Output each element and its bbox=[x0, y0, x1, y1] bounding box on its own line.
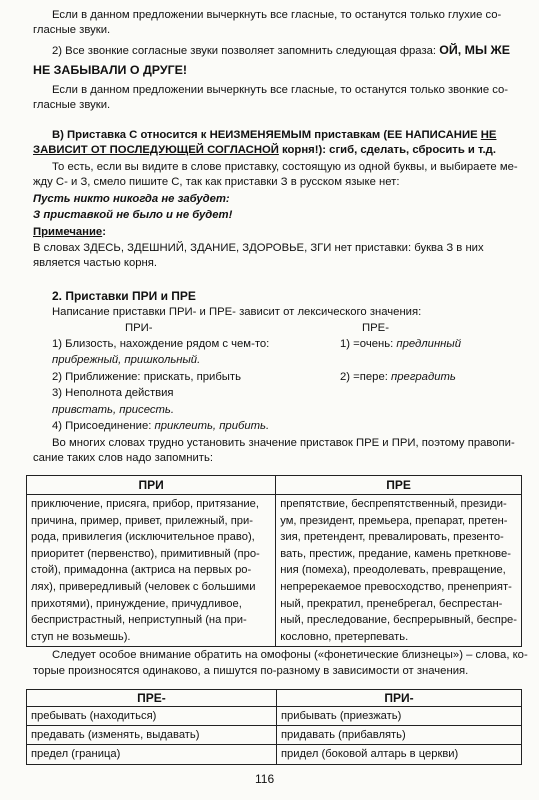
pre-column-heading: ПРЕ- bbox=[362, 322, 389, 334]
homophones-line-2: торые произносятся одинаково, а пишутся по-разному в зависимости от значения. bbox=[33, 665, 469, 677]
pre-meaning-1-example: предлинный bbox=[396, 338, 461, 350]
pri-word-line: стой), примадонна (актриса на первых ро- bbox=[31, 564, 252, 577]
pre-word-line: кословно, претерпевать. bbox=[280, 630, 409, 643]
memo-line-1: Во многих словах трудно установить значение приставок ПРЕ и ПРИ, поэтому правопи- bbox=[52, 437, 515, 449]
pre-homophone-text: пребывать (находиться) bbox=[31, 710, 157, 722]
section-b-para-2: жду С- и З, смело пишите С, так как приставки З в русском языке нет: bbox=[33, 176, 400, 188]
pre-meaning-1 bbox=[340, 337, 461, 351]
section-b-title-rest: корня!): сгиб, сделать, сбросить и т.д. bbox=[278, 144, 496, 156]
pri-word-line: причина, пример, привет, прилежный, при- bbox=[31, 514, 253, 527]
pre-word-line: вать, престиж, предание, камень преткнове- bbox=[280, 547, 511, 560]
table-header-pre: ПРЕ bbox=[276, 476, 522, 495]
table-row bbox=[27, 745, 522, 764]
section-2-title: 2. Приставки ПРИ и ПРЕ bbox=[52, 289, 196, 303]
table-row bbox=[27, 726, 522, 745]
pre-meaning-2-example: преградить bbox=[391, 371, 456, 383]
pre-meaning-1-label: 1) =очень: bbox=[340, 338, 397, 350]
pri-words-cell bbox=[27, 495, 276, 647]
pri-word-line: прихотями), принуждение, причудливое, bbox=[31, 597, 242, 610]
table-header-pri: ПРИ bbox=[27, 476, 276, 495]
pri-word-line: приключение, присяга, прибор, притязание, bbox=[31, 498, 260, 510]
intro-line-1: Если в данном предложении вычеркнуть все гласные, то останутся только глухие со- bbox=[52, 9, 502, 21]
pre-meaning-2 bbox=[340, 370, 456, 384]
table-header-pri: ПРИ- bbox=[277, 690, 522, 707]
page-number: 116 bbox=[255, 772, 275, 786]
pri-meaning-1: 1) Близость, нахождение рядом с чем-то: bbox=[52, 338, 270, 350]
note-label bbox=[33, 225, 106, 239]
pri-word-line: лях), привередливый (человек с большими bbox=[31, 580, 256, 593]
section-b-title-underlined-2: ЗАВИСИТ ОТ ПОСЛЕДУЮЩЕЙ СОГЛАСНОЙ bbox=[33, 144, 279, 156]
pri-homophone-cell bbox=[277, 726, 522, 745]
note-label-text: Примечание bbox=[33, 226, 103, 238]
homophones-table bbox=[26, 689, 522, 765]
section-b-title-1 bbox=[52, 128, 496, 142]
table-header-row bbox=[27, 476, 522, 495]
pre-homophone-cell bbox=[27, 726, 277, 745]
pri-meaning-4-label: 4) Присоединение: bbox=[52, 420, 155, 432]
pri-meaning-4-example: приклеить, прибить. bbox=[154, 420, 270, 432]
table-header-row bbox=[27, 690, 522, 707]
section-b-title-2 bbox=[33, 143, 496, 157]
pre-homophone-text: предел (граница) bbox=[31, 748, 121, 761]
pre-word-line: непререкаемое превосходство, пренеприят- bbox=[280, 580, 512, 593]
pre-word-line: зия, претендент, превалировать, презенто- bbox=[280, 531, 504, 544]
pri-homophone-text: прибывать (приезжать) bbox=[281, 710, 402, 722]
intro-line-3-text: 2) Все звонкие согласные звуки позволяет запомнить следующая фраза: bbox=[52, 45, 440, 57]
pri-homophone-text: придел (боковой алтарь в церкви) bbox=[281, 748, 459, 761]
section-b-para-1: То есть, если вы видите в слове приставку, состоящую из одной буквы, и выбираете ме- bbox=[52, 161, 518, 173]
pri-word-line: ступ не возьмешь). bbox=[31, 630, 131, 643]
verse-line-1: Пусть никто никогда не забудет: bbox=[33, 193, 230, 205]
table-row bbox=[27, 495, 522, 647]
pre-homophone-cell bbox=[27, 707, 277, 726]
pre-word-line: препятствие, беспрепятственный, президи- bbox=[280, 498, 507, 510]
pri-word-line: рода, привилегия (исключительное право), bbox=[31, 531, 255, 544]
note-line-2: является частью корня. bbox=[33, 257, 158, 269]
voiced-phrase-part-1: ОЙ, МЫ ЖЕ bbox=[439, 43, 511, 57]
section-b-title-text: В) Приставка С относится к НЕИЗМЕНЯЕМЫМ приставкам (ЕЕ НАПИСАНИЕ bbox=[52, 129, 481, 141]
pri-meaning-1-example: прибрежный, пришкольный. bbox=[52, 354, 201, 366]
pri-pre-words-table bbox=[26, 475, 522, 647]
pre-homophone-text: предавать (изменять, выдавать) bbox=[31, 729, 200, 742]
pri-word-line: беспристрастный, неприступный (на при- bbox=[31, 614, 247, 627]
pri-homophone-cell bbox=[277, 745, 522, 764]
pri-meaning-2: 2) Приближение: прискать, прибыть bbox=[52, 371, 241, 383]
table-row bbox=[27, 707, 522, 726]
pri-homophone-text: придавать (прибавлять) bbox=[281, 729, 406, 742]
pre-word-line: ный, прекратил, пренебрегал, беспрестан- bbox=[280, 597, 503, 610]
pri-meaning-3: 3) Неполнота действия bbox=[52, 387, 174, 399]
pri-meaning-3-example: привстать, присесть. bbox=[52, 404, 174, 416]
pre-word-line: ный, преследование, беспрерывный, беспре- bbox=[280, 614, 517, 627]
memo-line-2: сание таких слов надо запомнить: bbox=[33, 452, 213, 464]
note-label-colon: : bbox=[102, 226, 106, 238]
pre-word-line: ния (помеха), преодолевать, превращение, bbox=[280, 564, 506, 577]
pre-words-cell bbox=[276, 495, 522, 647]
intro-line-5: Если в данном предложении вычеркнуть все гласные, то останутся только звонкие со- bbox=[52, 84, 509, 96]
intro-line-6: гласные звуки. bbox=[33, 99, 111, 111]
section-2-intro: Написание приставки ПРИ- и ПРЕ- зависит от лексического значения: bbox=[52, 306, 422, 318]
voiced-phrase-part-2: НЕ ЗАБЫВАЛИ О ДРУГЕ! bbox=[33, 63, 188, 77]
pre-word-line: ум, президент, премьера, препарат, претен- bbox=[280, 514, 508, 527]
pri-homophone-cell bbox=[277, 707, 522, 726]
pri-column-heading: ПРИ- bbox=[125, 322, 153, 334]
intro-line-2: гласные звуки. bbox=[33, 24, 111, 36]
table-header-pre: ПРЕ- bbox=[27, 690, 277, 707]
note-line-1: В словах ЗДЕСЬ, ЗДЕШНИЙ, ЗДАНИЕ, ЗДОРОВЬЕ, ЗГИ нет приставки: буква З в них bbox=[33, 242, 484, 254]
homophones-line-1: Следует особое внимание обратить на омофоны («фонетические близнецы») – слова, ко- bbox=[52, 649, 528, 661]
pri-meaning-4 bbox=[52, 419, 269, 433]
pri-word-line: приоритет (первенство), примитивный (про- bbox=[31, 547, 260, 560]
pre-homophone-cell bbox=[27, 745, 277, 764]
verse-line-2: З приставкой не было и не будет! bbox=[33, 209, 233, 221]
intro-line-3 bbox=[52, 43, 510, 58]
pre-meaning-2-label: 2) =пере: bbox=[340, 371, 392, 383]
section-b-title-underlined: НЕ bbox=[480, 129, 497, 141]
